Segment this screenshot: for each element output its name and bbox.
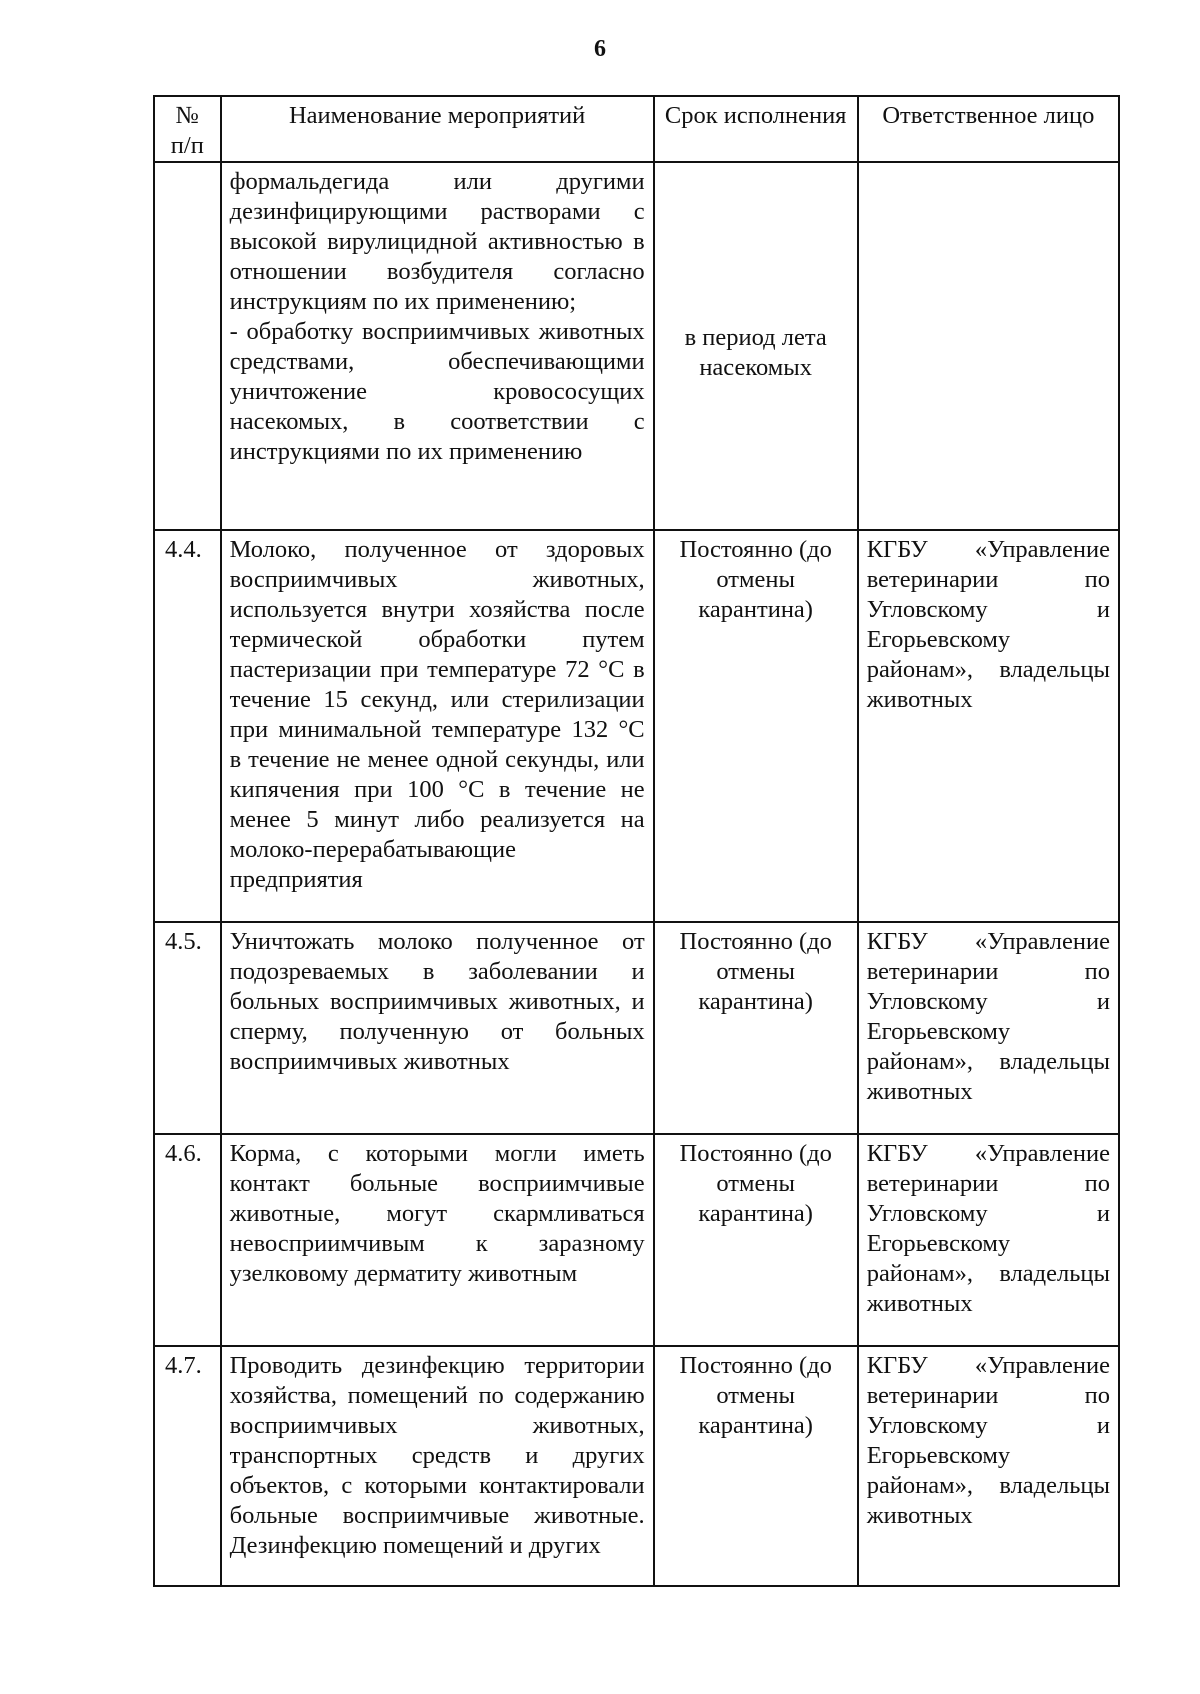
table-row: [154, 1134, 1119, 1346]
row-measure-name: Молоко, полученное от здоровых восприимчивых животных, используется внутри хозяйства после термической обработки путем пастеризации при температуре 72 °С в течение 15 секунд, или стерилизации при минимальной температуре 132 °С в течение не менее одной секунды, или кипячения при 100 °С в течение не менее 5 минут либо реализуется на молоко-перерабатывающие предприятия: [221, 530, 654, 922]
row-deadline: Постоянно (до отмены карантина): [654, 530, 858, 922]
page-number: 6: [594, 36, 606, 62]
row-measure-name: Корма, с которыми могли иметь контакт больные восприимчивые животные, могут скармливаться невосприимчивым к заразному узелковому дерматиту животным: [221, 1134, 654, 1346]
row-number: 4.7.: [154, 1346, 221, 1586]
table-row: [154, 530, 1119, 922]
header-measure-name: Наименование мероприятий: [221, 96, 654, 162]
measures-table: [153, 95, 1120, 1587]
row-number: 4.5.: [154, 922, 221, 1134]
row-number: 4.6.: [154, 1134, 221, 1346]
row-deadline: Постоянно (до отмены карантина): [654, 1346, 858, 1586]
header-number: № п/п: [154, 96, 221, 162]
measure-text-continued: - обработку восприимчивых животных средствами, обеспечивающими уничтожение кровососущих насекомых, в соответствии с инструкциями по их применению: [229, 318, 645, 465]
row-deadline: Постоянно (до отмены карантина): [654, 1134, 858, 1346]
table-row: [154, 1346, 1119, 1586]
row-responsible: КГБУ «Управление ветеринарии по Угловскому и Егорьевскому районам», владельцы животных: [858, 922, 1119, 1134]
header-deadline: Срок исполнения: [654, 96, 858, 162]
row-measure-name: Проводить дезинфекцию территории хозяйства, помещений по содержанию восприимчивых животных, транспортных средств и других объектов, с которыми контактировали больные восприимчивые животные. Дезинфекцию помещений и других: [221, 1346, 654, 1586]
table-row: [154, 162, 1119, 530]
row-responsible: КГБУ «Управление ветеринарии по Угловскому и Егорьевскому районам», владельцы животных: [858, 1134, 1119, 1346]
row-number: [154, 162, 221, 530]
row-measure-name: [221, 162, 654, 530]
table-header-row: [154, 96, 1119, 162]
header-responsible: Ответственное лицо: [858, 96, 1119, 162]
row-measure-name: Уничтожать молоко полученное от подозреваемых в заболевании и больных восприимчивых животных, и сперму, полученную от больных восприимчивых животных: [221, 922, 654, 1134]
row-responsible: КГБУ «Управление ветеринарии по Угловскому и Егорьевскому районам», владельцы животных: [858, 1346, 1119, 1586]
row-responsible: [858, 162, 1119, 530]
row-number: 4.4.: [154, 530, 221, 922]
table-row: [154, 922, 1119, 1134]
row-deadline: в период лета насекомых: [654, 162, 858, 530]
row-deadline: Постоянно (до отмены карантина): [654, 922, 858, 1134]
measure-text: формальдегида или другими дезинфицирующими растворами с высокой вирулицидной активностью в отношении возбудителя согласно инструкциям по их применению;: [229, 168, 645, 315]
row-responsible: КГБУ «Управление ветеринарии по Угловскому и Егорьевскому районам», владельцы животных: [858, 530, 1119, 922]
